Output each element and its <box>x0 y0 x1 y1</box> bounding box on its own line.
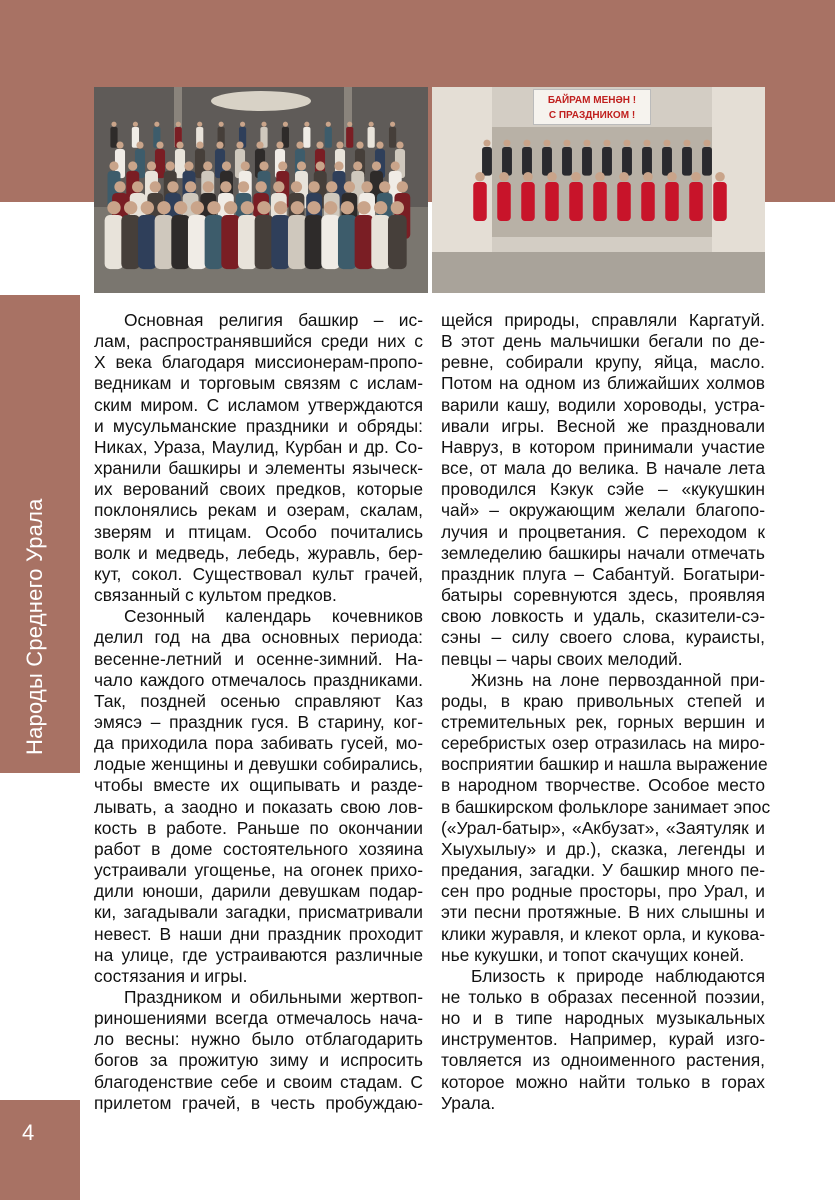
person-head <box>376 141 383 148</box>
person-figure <box>713 182 727 221</box>
person-head <box>571 172 581 182</box>
text-line: серебристых озер отразилась на миро- <box>441 733 765 754</box>
person-figure <box>702 147 712 176</box>
person-head <box>224 201 237 214</box>
text-line: устраивали угощенье, на огонек прихо- <box>94 860 423 881</box>
person-head <box>156 141 163 148</box>
person-head <box>256 181 267 192</box>
person-head <box>683 140 690 147</box>
text-line: чало каждого отмечалось праздниками. <box>94 669 423 690</box>
person-figure <box>121 215 140 269</box>
person-head <box>167 181 178 192</box>
person-head <box>374 201 387 214</box>
person-head <box>391 161 400 170</box>
text-line: в башкирском фольклоре занимает эпос <box>441 796 771 817</box>
paragraph <box>441 310 765 670</box>
text-line: эти песни протяжные. В них слышны и <box>441 902 765 923</box>
person-head <box>344 181 355 192</box>
person-head <box>273 181 284 192</box>
person-figure <box>482 147 492 176</box>
person-figure <box>522 147 532 176</box>
text-line: на улице, где устраиваются различные <box>94 944 423 965</box>
person-figure <box>105 215 124 269</box>
person-head <box>341 201 354 214</box>
group-photo-hall-drawing <box>94 87 428 293</box>
person-figure <box>303 127 310 148</box>
text-line: связанный с культом предков. <box>94 585 337 606</box>
text-line: Праздником и обильными жертвоп- <box>124 987 423 1007</box>
text-line: инструментов. Например, курай изго- <box>441 1029 765 1050</box>
text-line: Хыухылыу» и др.), сказка, легенды и <box>441 838 765 859</box>
person-head <box>603 140 610 147</box>
person-head <box>304 122 309 127</box>
person-figure <box>497 182 511 221</box>
person-figure <box>271 215 290 269</box>
text-line: ло весны: нужно было отблагодарить <box>94 1029 423 1050</box>
person-head <box>257 201 270 214</box>
person-figure <box>562 147 572 176</box>
person-head <box>133 122 138 127</box>
person-head <box>543 140 550 147</box>
text-line: Потом на одном из ближайших холмов <box>441 373 765 394</box>
person-head <box>107 201 120 214</box>
person-head <box>150 181 161 192</box>
person-figure <box>617 182 631 221</box>
person-head <box>326 181 337 192</box>
text-line: лывать, а заодно и показать свою лов- <box>94 796 423 817</box>
right-text-column <box>441 310 771 1114</box>
text-line: работ в доме состоятельного хозяина <box>94 838 423 859</box>
person-head <box>184 161 193 170</box>
text-line: X века благодаря миссионерам-пропо- <box>94 352 423 373</box>
person-head <box>197 122 202 127</box>
person-head <box>391 201 404 214</box>
person-head <box>703 140 710 147</box>
person-head <box>595 172 605 182</box>
person-head <box>397 181 408 192</box>
text-line: ивали игры. Весной же праздновали <box>441 415 765 436</box>
person-head <box>185 181 196 192</box>
person-head <box>715 172 725 182</box>
person-figure <box>171 215 190 269</box>
person-figure <box>642 147 652 176</box>
person-figure <box>371 215 390 269</box>
person-figure <box>205 215 224 269</box>
person-head <box>128 161 137 170</box>
text-line: Так, поздней осенью справляют Каз <box>94 690 423 711</box>
person-head <box>291 181 302 192</box>
person-head <box>236 141 243 148</box>
text-line: сен про родные просторы, про Урал, и <box>441 881 765 902</box>
text-line: кость в работе. Раньше по окончании <box>94 817 423 838</box>
text-line: не только в образах песенной поэзии, <box>441 987 765 1007</box>
person-head <box>259 161 268 170</box>
person-figure <box>155 215 174 269</box>
person-figure <box>473 182 487 221</box>
person-figure <box>138 215 157 269</box>
person-figure <box>221 215 240 269</box>
banner-line-1: БАЙРАМ МЕНӘН ! <box>547 95 637 106</box>
text-line: которое можно найти только в горах <box>441 1071 765 1092</box>
person-figure <box>593 182 607 221</box>
text-line: Близость к природе наблюдаются <box>471 965 765 986</box>
text-line: проводился Кэкук сэйе – «кукушкин <box>441 479 765 500</box>
person-head <box>316 141 323 148</box>
page-number-band <box>0 1100 80 1200</box>
person-figure <box>238 215 257 269</box>
person-head <box>196 141 203 148</box>
text-line: все, от мала до велика. В начале лета <box>441 458 765 479</box>
text-line: весенне-летний и осенне-зимний. На- <box>94 648 423 669</box>
text-line: Сезонный календарь кочевников <box>124 606 423 627</box>
left-text-column <box>94 310 423 1114</box>
person-head <box>369 122 374 127</box>
section-title: Народы Среднего Урала <box>22 498 47 755</box>
person-head <box>643 172 653 182</box>
text-line: лам, распространявшийся среди них с <box>94 331 423 352</box>
text-line: поклонялись рекам и озерам, скалам, <box>94 500 423 521</box>
person-figure <box>325 127 332 148</box>
text-line: богов за прожитую зиму и испросить <box>94 1050 423 1071</box>
person-head <box>219 122 224 127</box>
person-head <box>222 161 231 170</box>
text-line: земледелию башкиры начали отмечать <box>441 542 765 563</box>
person-head <box>503 140 510 147</box>
person-head <box>124 201 137 214</box>
text-line: Никах, Ураза, Маулид, Курбан и др. Со- <box>94 436 423 457</box>
text-line: роды, в краю привольных степей и <box>441 690 765 711</box>
person-head <box>619 172 629 182</box>
person-head <box>324 201 337 214</box>
text-line: прилетом грачей, в честь пробуждаю- <box>94 1092 423 1113</box>
person-head <box>297 161 306 170</box>
text-line: предания, загадки. У башкир много пе- <box>441 860 765 881</box>
person-figure <box>542 147 552 176</box>
person-head <box>274 201 287 214</box>
text-line: волк и медведь, лебедь, журавль, бер- <box>94 542 423 563</box>
person-figure <box>545 182 559 221</box>
person-head <box>114 181 125 192</box>
person-head <box>166 161 175 170</box>
person-figure <box>389 127 396 148</box>
text-line: и мусульманские праздники и обряды: <box>94 415 423 436</box>
text-line: нье кукушки, и топот скачущих коней. <box>441 944 745 965</box>
person-head <box>132 181 143 192</box>
text-line: чай» – окружающим желали благопо- <box>441 500 765 521</box>
person-head <box>256 141 263 148</box>
person-figure <box>662 147 672 176</box>
text-line: Жизнь на лоне первозданной при- <box>471 669 765 690</box>
text-line: в народном творчестве. Особое место <box>441 775 765 796</box>
person-head <box>216 141 223 148</box>
person-head <box>157 201 170 214</box>
person-head <box>563 140 570 147</box>
person-head <box>241 161 250 170</box>
person-figure <box>346 127 353 148</box>
text-line: В этот день мальчишки бегали по де- <box>441 331 765 352</box>
text-line: невест. В наши дни праздник проходит <box>94 923 423 944</box>
person-head <box>176 141 183 148</box>
person-head <box>109 161 118 170</box>
paragraph <box>441 669 771 966</box>
text-line: зверям и птицам. Особо почитались <box>94 521 423 542</box>
text-line: эмясэ – праздник гуся. В старину, ког- <box>94 711 423 732</box>
person-figure <box>665 182 679 221</box>
person-head <box>238 181 249 192</box>
text-line: ским миром. С исламом утверждаются <box>94 394 423 415</box>
text-line: лучия и процветания. С переходом к <box>441 521 765 542</box>
person-head <box>154 122 159 127</box>
text-line: благоденствие себе и своим стадам. С <box>94 1071 423 1092</box>
person-head <box>220 181 231 192</box>
person-head <box>547 172 557 182</box>
person-head <box>291 201 304 214</box>
group-photo-hall <box>94 87 428 293</box>
person-head <box>308 181 319 192</box>
person-figure <box>602 147 612 176</box>
text-line: состязания и игры. <box>94 965 248 986</box>
person-figure <box>255 215 274 269</box>
person-head <box>396 141 403 148</box>
person-head <box>667 172 677 182</box>
person-head <box>372 161 381 170</box>
person-head <box>357 201 370 214</box>
paragraph <box>94 606 423 987</box>
text-line: дили юноши, дарили девушкам подар- <box>94 881 423 902</box>
person-head <box>147 161 156 170</box>
person-head <box>307 201 320 214</box>
person-figure <box>502 147 512 176</box>
text-line: риношениями всегда отмечалось нача- <box>94 1008 423 1029</box>
text-line: сэны – силу своего слова, кураисты, <box>441 627 765 648</box>
person-head <box>663 140 670 147</box>
text-line: («Урал-батыр», «Акбузат», «Заятуляк и <box>441 817 765 838</box>
person-head <box>353 161 362 170</box>
paragraph <box>441 966 765 1114</box>
person-head <box>203 181 214 192</box>
text-line: кут, сокол. Существовал культ грачей, <box>94 563 423 584</box>
person-head <box>523 140 530 147</box>
person-head <box>283 122 288 127</box>
text-line: праздник плуга – Сабантуй. Богатыри- <box>441 563 765 584</box>
person-figure <box>188 215 207 269</box>
person-head <box>475 172 485 182</box>
person-head <box>240 122 245 127</box>
person-head <box>116 141 123 148</box>
person-head <box>316 161 325 170</box>
person-head <box>334 161 343 170</box>
paragraph <box>94 310 423 606</box>
text-line: товляется из одноименного растения, <box>441 1050 765 1071</box>
person-figure <box>689 182 703 221</box>
person-head <box>296 141 303 148</box>
person-head <box>261 122 266 127</box>
text-line: восприятии башкир и нашла выражение <box>441 754 768 775</box>
person-figure <box>569 182 583 221</box>
person-head <box>499 172 509 182</box>
person-head <box>390 122 395 127</box>
person-figure <box>582 147 592 176</box>
text-line: ки, загадывали загадки, присматривали <box>94 902 423 923</box>
person-head <box>336 141 343 148</box>
text-line: Навруз, в котором принимали участие <box>441 436 765 457</box>
text-line: делил год на два основных периода: <box>94 627 423 648</box>
text-line: их верований своих предков, которые <box>94 479 423 500</box>
person-head <box>136 141 143 148</box>
holiday-banner <box>533 89 651 125</box>
person-head <box>583 140 590 147</box>
text-line: ревне, собирали крупу, яйца, масло. <box>441 352 765 373</box>
paragraph <box>94 987 423 1114</box>
text-line: стремительных рек, горных вершин и <box>441 711 765 732</box>
person-figure <box>368 127 375 148</box>
person-head <box>111 122 116 127</box>
person-head <box>483 140 490 147</box>
person-head <box>141 201 154 214</box>
text-line: да приходила пора забивать гусей, мо- <box>94 733 423 754</box>
person-head <box>174 201 187 214</box>
person-figure <box>305 215 324 269</box>
person-head <box>207 201 220 214</box>
banner-line-2: С ПРАЗДНИКОМ ! <box>548 110 636 121</box>
person-figure <box>622 147 632 176</box>
text-line: певцы – чары своих мелодий. <box>441 648 683 669</box>
person-figure <box>288 215 307 269</box>
person-head <box>241 201 254 214</box>
group-photo-entrance <box>432 87 765 293</box>
person-head <box>276 141 283 148</box>
person-head <box>691 172 701 182</box>
person-head <box>523 172 533 182</box>
text-line: ведникам и торговым связям с ислам- <box>94 373 423 394</box>
person-figure <box>355 215 374 269</box>
text-line: но и в типе народных музыкальных <box>441 1008 765 1029</box>
person-head <box>379 181 390 192</box>
person-figure <box>321 215 340 269</box>
person-head <box>361 181 372 192</box>
page-number: 4 <box>22 1120 35 1145</box>
text-line: Урала. <box>441 1092 496 1113</box>
text-line: щейся природы, справляли Каргатуй. <box>441 310 765 330</box>
person-figure <box>641 182 655 221</box>
text-line: свою ловкость и удаль, сказители-сэ- <box>441 606 765 627</box>
text-line: клики журавля, и клекот орла, и кукова- <box>441 923 765 944</box>
person-head <box>191 201 204 214</box>
text-line: батыры соревнуются здесь, проявляя <box>441 585 765 606</box>
person-head <box>326 122 331 127</box>
text-line: варили кашу, водили хороводы, устра- <box>441 394 765 415</box>
person-head <box>356 141 363 148</box>
person-figure <box>338 215 357 269</box>
person-head <box>643 140 650 147</box>
person-figure <box>521 182 535 221</box>
person-head <box>176 122 181 127</box>
person-figure <box>682 147 692 176</box>
text-line: чтобы вместе их ощипывать и разде- <box>94 775 423 796</box>
text-line: Основная религия башкир – ис- <box>124 310 423 330</box>
person-figure <box>388 215 407 269</box>
person-head <box>347 122 352 127</box>
text-line: хранили башкиры и элементы языческ- <box>94 458 423 479</box>
text-line: лодые женщины и девушки собирались, <box>94 754 423 775</box>
person-head <box>203 161 212 170</box>
person-head <box>278 161 287 170</box>
person-head <box>623 140 630 147</box>
